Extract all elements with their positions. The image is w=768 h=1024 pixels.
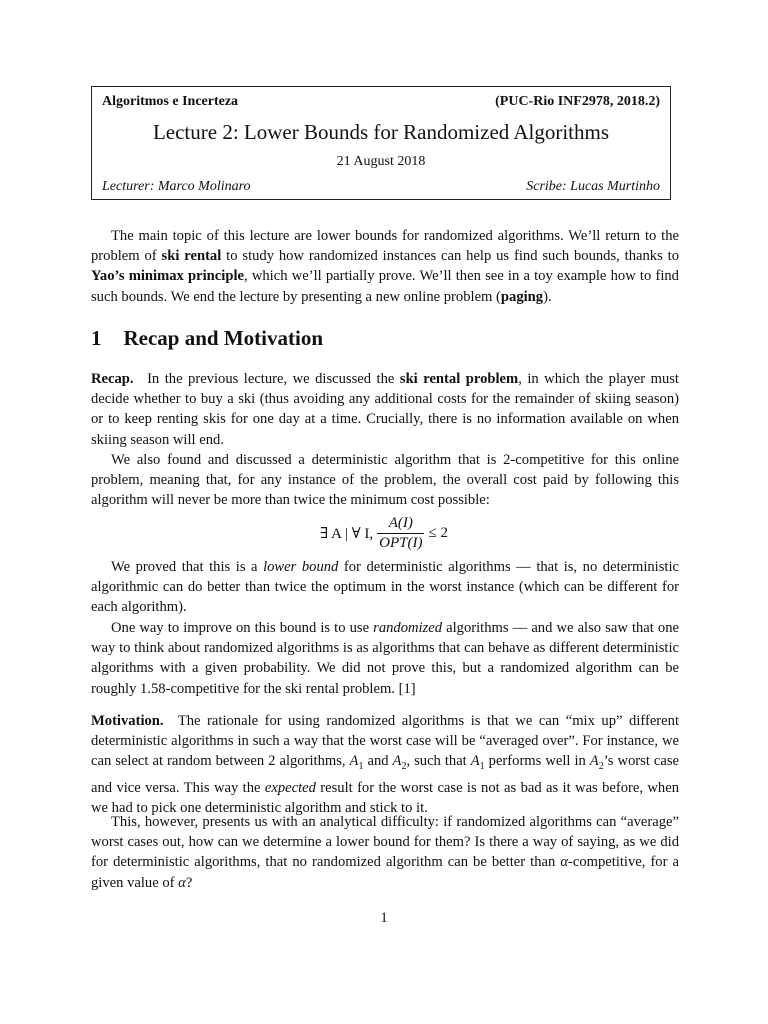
math-subscript: 2 [598,761,604,773]
intro-text-4: ). [543,288,552,305]
recap-text-2: , in which the player must decide whether to buy a ski (thus avoiding any additional costs for the remainder of skiing season) or to keep renting skis for one day at a time. Crucially, there is no information available on when skiing season will end. [91,371,679,448]
section-number: 1 [91,326,102,350]
equation-prefix: ∃ A | ∀ I, [320,525,374,542]
math-A: A [470,753,480,770]
motivation-label: Motivation. [91,713,164,729]
intro-bold-paging: paging [500,288,544,305]
recap-label: Recap. [91,371,134,387]
lecture-header-box [91,86,671,200]
motivation2-text-3: ? [185,874,193,891]
intro-text-1: The main topic of this lecture are lower bounds for randomized algorithms. We’ll return to the problem of [91,228,679,265]
randomized-paragraph [91,618,679,699]
motivation-text-2: and [363,753,393,770]
lecturer: Lecturer: Marco Molinaro [102,179,251,194]
intro-bold-yao: Yao’s minimax principle [91,268,244,285]
randomized-text-2: algorithms — and we also saw that one way to think about randomized algorithms is as algorithms that can behave as different deterministic algorithms with a given probability. We did not prove this, but a randomized algorithm can be roughly 1.58-competitive for the ski rental problem. [1] [91,620,679,697]
motivation-text-5: ’s worst case and vice versa. This way the [91,753,679,796]
math-subscript: 2 [401,761,407,773]
intro-bold-ski-rental: ski rental [161,248,222,265]
section-heading [91,326,323,351]
motivation-text-3: , such that [406,753,471,770]
proof-text-2: for deterministic algorithms — that is, no deterministic algorithmic can do better than twice the optimum in the worst instance (which can be different for each algorithm). [91,559,680,616]
header-top-row [102,94,660,110]
equation-denominator: OPT(I) [379,534,423,551]
equation-numerator: A(I) [388,514,413,531]
motivation2-text-2: -competitive, for a given value of [91,854,679,891]
motivation-text-6: result for the worst case is not as bad as it was before, when we had to pick one deterministic algorithm and stick to it. [91,779,679,816]
math-A: A [589,753,599,770]
motivation2-text-1: This, however, presents us with an analytical difficulty: if randomized algorithms can “average” worst cases out, how can we determine a lower bound for them? Is there a way of saying, as we did for deterministic algorithms, that no randomized algorithm can be better than [91,814,679,871]
recap-bold-ski-rental-problem: ski rental problem [399,371,519,387]
math-subscript: 1 [479,761,485,773]
scribe: Scribe: Lucas Murtinho [526,179,660,194]
equation-fraction [377,515,424,552]
motivation-paragraph [91,711,679,818]
recap-paragraph [91,369,679,450]
proof-italic-lower-bound: lower bound [263,559,339,575]
math-subscript: 1 [358,761,364,773]
motivation-text-4: performs well in [484,753,590,770]
math-alpha: α [178,874,186,891]
section-title: Recap and Motivation [123,326,323,350]
competitive-ratio-equation [0,511,768,555]
math-A: A [392,753,402,770]
math-A: A [349,753,359,770]
proof-text-1: We proved that this is a [111,559,264,575]
motivation-text-1: The rationale for using randomized algorithms is that we can “mix up” different deterministic algorithms in such a way that the worst case will be “averaged over”. For instance, we can select at random between 2 algorithms, [91,713,679,770]
equation-suffix: ≤ 2 [428,524,448,541]
lecture-date: 21 August 2018 [336,154,426,169]
randomized-text-1: One way to improve on this bound is to use [111,620,374,636]
recap-text-1: In the previous lecture, we discussed the [147,371,400,387]
randomized-italic: randomized [373,620,443,636]
course-code: (PUC-Rio INF2978, 2018.2) [495,94,660,109]
page-number: 1 [380,910,388,926]
lower-bound-paragraph [91,557,679,618]
motivation-paragraph-2 [91,812,679,893]
math-alpha: α [560,854,568,871]
lecture-title: Lecture 2: Lower Bounds for Randomized Algorithms [152,120,610,144]
motivation-italic-expected: expected [264,779,316,796]
header-bottom-row [102,179,660,195]
intro-paragraph [91,226,679,307]
course-name: Algoritmos e Incerteza [102,94,239,109]
intro-text-3: , which we’ll partially prove. We’ll then see in a toy example how to find such bounds. We end the lecture by presenting a new online problem ( [91,268,679,305]
recap-paragraph-2: We also found and discussed a deterministic algorithm that is 2-competitive for this online problem, meaning that, for any instance of the problem, the overall cost paid by following this algorithm will never be more than twice the minimum cost possible: [91,452,679,509]
intro-text-2: to study how randomized instances can help us find such bounds, thanks to [221,248,679,265]
